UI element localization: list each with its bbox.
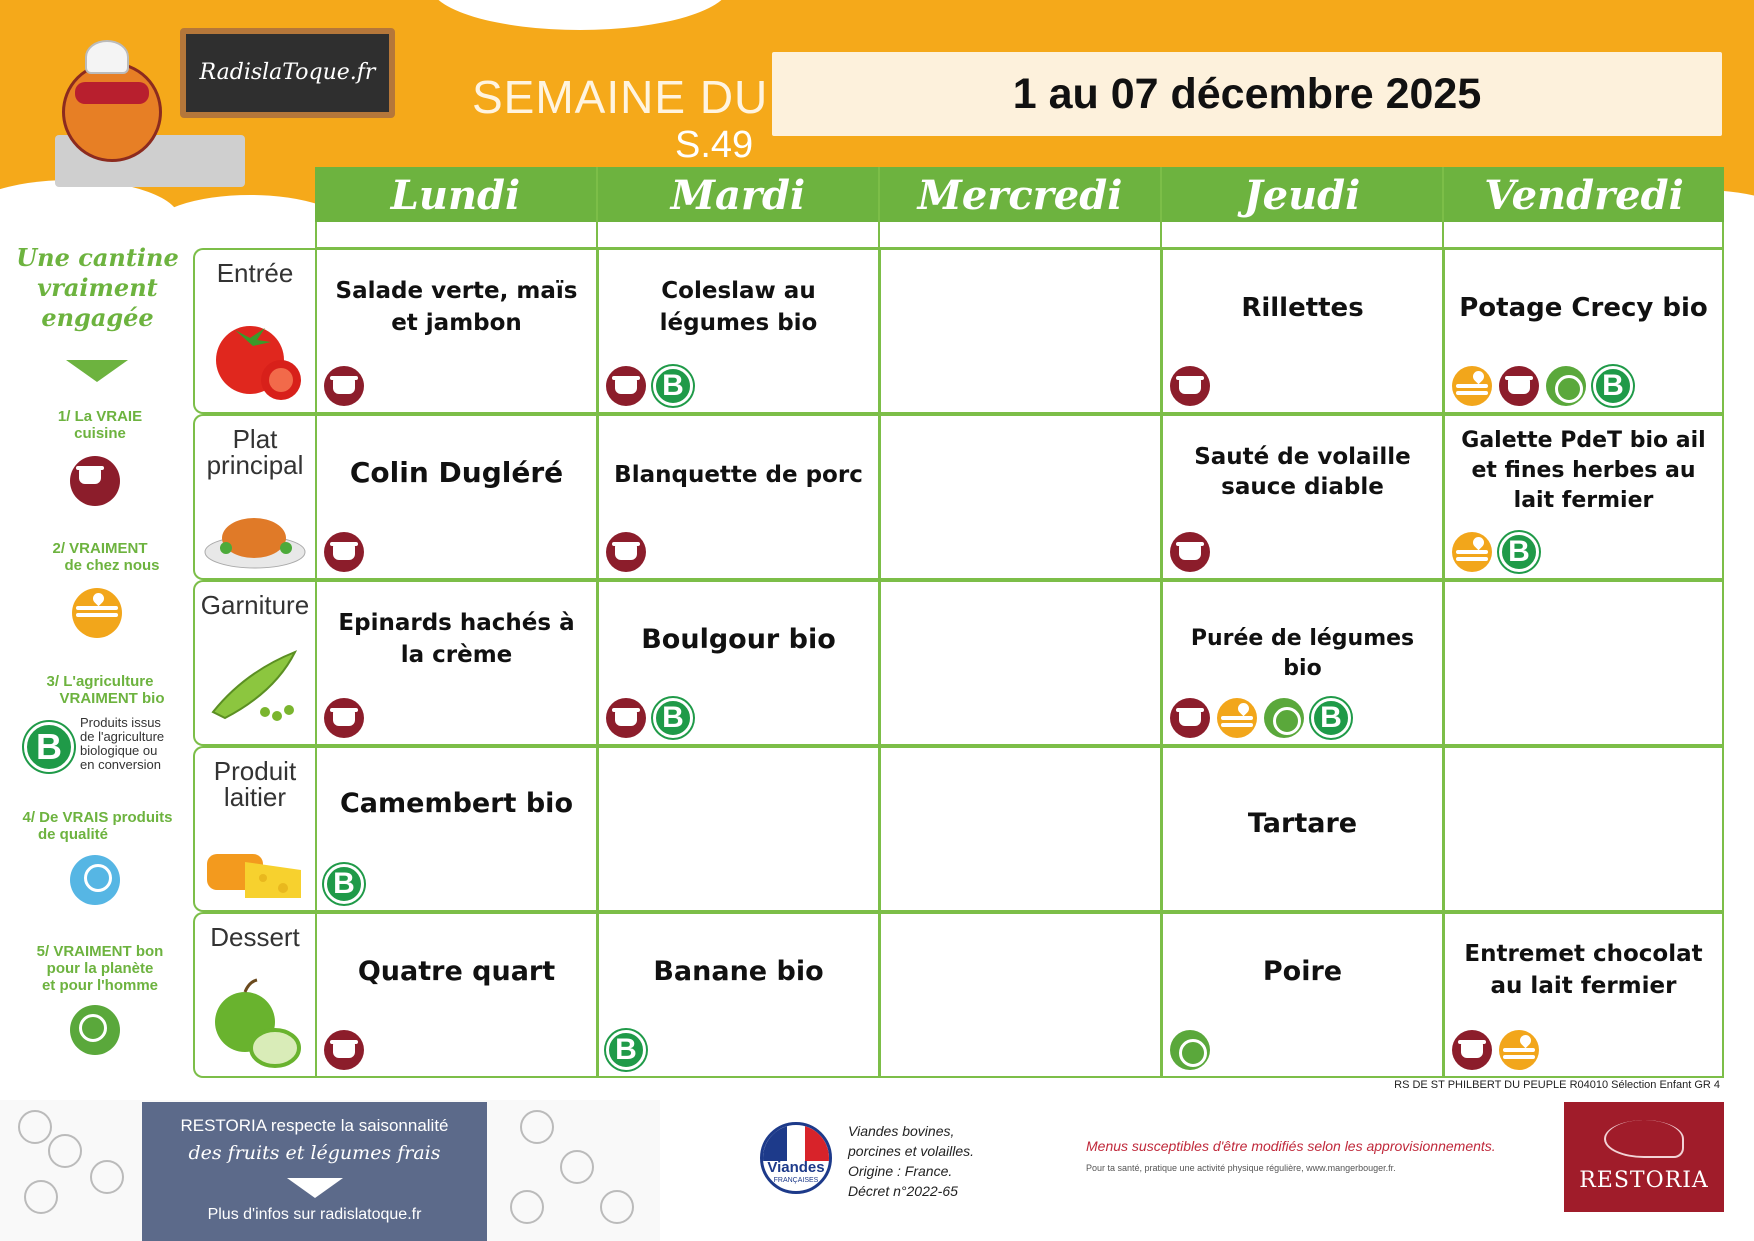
vegetable-icon	[510, 1190, 544, 1224]
badge-row	[606, 698, 693, 738]
dish-name: Colin Dugléré	[349, 456, 564, 489]
cuisine-pot-icon	[606, 698, 646, 738]
tomato-icon	[205, 308, 305, 408]
bio-note-line: biologique ou	[80, 743, 158, 758]
day-subheader-row	[315, 222, 1724, 249]
cuisine-pot-icon	[324, 698, 364, 738]
badge-row	[1170, 532, 1210, 572]
cheese-icon	[205, 844, 305, 900]
dish-name: Boulgour bio	[641, 624, 836, 655]
viandes-logo-word: Viandes	[767, 1159, 825, 1176]
day-header-lundi: Lundi	[315, 167, 596, 223]
vegetable-icon	[600, 1190, 634, 1224]
cuisine-pot-icon	[1452, 1030, 1492, 1070]
badge-row	[1170, 1030, 1210, 1070]
menu-cell-dessert-mercredi[interactable]	[879, 912, 1162, 1078]
mascot-illustration	[62, 62, 162, 162]
dish-name: Coleslaw au légumes bio	[659, 278, 818, 336]
sidebar-item-text: 5/ VRAIMENT bon	[36, 943, 164, 960]
local-farm-icon	[1217, 698, 1257, 738]
category-entree	[193, 248, 315, 414]
bio-icon: B	[653, 698, 693, 738]
dish-name: Camembert bio	[339, 788, 573, 819]
bio-icon: B	[653, 366, 693, 406]
vegetable-icon	[520, 1110, 554, 1144]
day-header-jeudi: Jeudi	[1162, 167, 1442, 223]
sidebar-item-text: 2/ VRAIMENT	[52, 540, 148, 557]
dish-name: Blanquette de porc	[614, 462, 863, 488]
sidebar-item-text: 3/ L'agriculture	[46, 673, 154, 690]
planet-icon	[70, 1005, 120, 1055]
dish-name: Rillettes	[1241, 293, 1364, 323]
sidebar-item-text: pour la planète	[46, 960, 154, 977]
sidebar-item-text: et pour l'homme	[41, 977, 159, 994]
badge-row	[1452, 366, 1633, 406]
menu-cell-entree-lundi[interactable]	[315, 248, 598, 414]
cuisine-pot-icon	[1170, 366, 1210, 406]
down-arrow-icon	[66, 360, 128, 382]
sidebar-item-text: cuisine	[74, 425, 126, 442]
category-label: Produit laitier	[213, 756, 297, 812]
menu-cell-garniture-lundi[interactable]	[315, 580, 598, 746]
cuisine-pot-icon	[324, 532, 364, 572]
bio-icon: B	[324, 864, 364, 904]
season-text: des fruits et légumes frais	[188, 1142, 441, 1164]
badge-row	[606, 532, 646, 572]
apple-icon	[205, 976, 305, 1072]
menu-cell-laitier-vendredi[interactable]	[1443, 746, 1724, 912]
menu-cell-garniture-mercredi[interactable]	[879, 580, 1162, 746]
menu-cell-dessert-mardi[interactable]	[597, 912, 880, 1078]
dish-name: Salade verte, maïs et jambon	[335, 278, 578, 336]
badge-row	[1452, 1030, 1539, 1070]
sidebar-item-text: VRAIMENT bio	[59, 690, 165, 707]
week-number: S.49	[675, 124, 754, 166]
menu-cell-plat-mercredi[interactable]	[879, 414, 1162, 580]
badge-row	[1170, 366, 1210, 406]
column-divider	[1160, 167, 1162, 249]
bio-icon: B	[1593, 366, 1633, 406]
menu-cell-plat-mardi[interactable]	[597, 414, 880, 580]
menu-cell-dessert-jeudi[interactable]	[1161, 912, 1444, 1078]
sidebar-item-text: 1/ La VRAIE	[57, 408, 143, 425]
badge-row	[606, 366, 693, 406]
dish-name: Entremet chocolat au lait fermier	[1464, 941, 1703, 999]
day-header-mardi: Mardi	[598, 167, 878, 223]
menu-cell-plat-jeudi[interactable]	[1161, 414, 1444, 580]
menu-cell-laitier-jeudi[interactable]	[1161, 746, 1444, 912]
vegetable-icon	[18, 1110, 52, 1144]
planet-icon	[1546, 366, 1586, 406]
menu-cell-entree-mercredi[interactable]	[879, 248, 1162, 414]
menus-notice: Menus susceptibles d'être modifiés selon les approvisionnements.	[1086, 1138, 1496, 1154]
cuisine-pot-icon	[70, 456, 120, 506]
sidebar-item-text: de qualité	[38, 826, 109, 843]
viandes-logo-sub: FRANÇAISES	[773, 1177, 819, 1184]
menu-cell-entree-mardi[interactable]	[597, 248, 880, 414]
planet-icon	[1264, 698, 1304, 738]
sante-notice: Pour ta santé, pratique une activité physique régulière, www.mangerbouger.fr.	[1086, 1163, 1396, 1173]
viandes-line: Viandes bovines,	[848, 1123, 955, 1139]
dish-name: Poire	[1262, 956, 1343, 987]
sidebar-item-agriculture-bio	[20, 673, 180, 707]
viandes-origin-text	[848, 1121, 974, 1201]
sidebar-item-vraie-cuisine	[20, 408, 180, 442]
restoria-logo	[1564, 1102, 1724, 1212]
menu-cell-garniture-jeudi[interactable]	[1161, 580, 1444, 746]
menu-cell-dessert-lundi[interactable]	[315, 912, 598, 1078]
category-label: Plat principal	[206, 424, 304, 480]
mascot-mask	[75, 82, 149, 104]
bio-icon: B	[606, 1030, 646, 1070]
menu-cell-entree-jeudi[interactable]	[1161, 248, 1444, 414]
sidebar-title	[15, 243, 180, 333]
category-plat-principal	[193, 414, 315, 580]
bio-icon: B	[1311, 698, 1351, 738]
cuisine-pot-icon	[606, 366, 646, 406]
quality-medal-icon	[70, 855, 120, 905]
bio-note-line: en conversion	[80, 757, 161, 772]
date-range: 1 au 07 décembre 2025	[772, 52, 1722, 136]
seasonality-banner[interactable]	[142, 1102, 487, 1241]
radislatoque-logo[interactable]	[180, 28, 395, 118]
sidebar-title-line: vraiment	[37, 273, 158, 302]
category-label: Entrée	[216, 258, 294, 288]
cuisine-pot-icon	[1170, 532, 1210, 572]
column-divider	[1442, 167, 1444, 249]
bio-note	[80, 716, 180, 772]
local-farm-icon	[1452, 366, 1492, 406]
sidebar-item-text: 4/ De VRAIS produits	[22, 809, 173, 826]
vegetable-icon	[90, 1160, 124, 1194]
bio-note-line: de l'agriculture	[80, 729, 165, 744]
dish-name: Purée de légumes bio	[1190, 626, 1415, 681]
cuisine-pot-icon	[1170, 698, 1210, 738]
column-divider	[878, 167, 880, 249]
menu-cell-garniture-mardi[interactable]	[597, 580, 880, 746]
dish-name: Tartare	[1247, 808, 1358, 839]
column-divider	[596, 167, 598, 249]
category-dessert	[193, 912, 315, 1078]
dish-name: Quatre quart	[357, 956, 556, 987]
category-produit-laitier	[193, 746, 315, 912]
sidebar-item-planete	[20, 943, 180, 994]
dish-name: Sauté de volaille sauce diable	[1194, 444, 1411, 500]
viandes-line: porcines et volailles.	[848, 1143, 975, 1159]
menu-cell-laitier-mercredi[interactable]	[879, 746, 1162, 912]
menu-cell-plat-vendredi[interactable]	[1443, 414, 1724, 580]
season-text: RESTORIA respecte la saisonnalité	[180, 1116, 449, 1135]
logo-text: RadislaToque.fr	[199, 60, 376, 85]
sidebar-item-text: de chez nous	[64, 557, 160, 574]
menu-cell-entree-vendredi[interactable]	[1443, 248, 1724, 414]
badge-row	[1170, 698, 1351, 738]
vegetable-icon	[24, 1180, 58, 1214]
restoria-logo-word: RESTORIA	[1579, 1168, 1709, 1193]
badge-row	[324, 366, 364, 406]
vegetable-icon	[560, 1150, 594, 1184]
cuisine-pot-icon	[606, 532, 646, 572]
more-info-link[interactable]: Plus d'infos sur radislatoque.fr	[207, 1206, 422, 1223]
viandes-line: Décret n°2022-65	[848, 1183, 958, 1199]
peas-icon	[205, 642, 305, 728]
menu-cell-garniture-vendredi[interactable]	[1443, 580, 1724, 746]
down-arrow-icon	[287, 1178, 343, 1198]
viandes-line: Origine : France.	[848, 1163, 953, 1179]
sidebar-title-line: engagée	[41, 303, 154, 332]
dish-name: Potage Crecy bio	[1459, 293, 1708, 323]
menu-cell-plat-lundi[interactable]	[315, 414, 598, 580]
semaine-label: SEMAINE DU	[472, 71, 769, 123]
category-label: Garniture	[200, 590, 310, 620]
local-farm-icon	[1452, 532, 1492, 572]
restoria-swirl-icon	[1604, 1120, 1684, 1158]
dish-name: Banane bio	[653, 956, 824, 987]
dish-name: Galette PdeT bio ail et fines herbes au lait fermier	[1461, 428, 1706, 513]
menu-caption: RS DE ST PHILBERT DU PEUPLE R04010 Sélection Enfant GR 4	[1394, 1079, 1720, 1091]
vegetable-icon	[48, 1134, 82, 1168]
bio-icon: B	[1499, 532, 1539, 572]
planet-icon	[1170, 1030, 1210, 1070]
sidebar-item-produits-qualite	[10, 809, 185, 843]
viandes-francaises-logo	[760, 1122, 832, 1194]
cuisine-pot-icon	[324, 1030, 364, 1070]
sidebar-title-line: Une cantine	[16, 243, 179, 272]
day-header-mercredi: Mercredi	[880, 167, 1160, 223]
badge-row	[324, 864, 364, 904]
roast-chicken-icon	[202, 508, 308, 572]
badge-row	[324, 1030, 364, 1070]
menu-cell-dessert-vendredi[interactable]	[1443, 912, 1724, 1078]
menu-cell-laitier-lundi[interactable]	[315, 746, 598, 912]
menu-cell-laitier-mardi[interactable]	[597, 746, 880, 912]
category-label: Dessert	[210, 922, 300, 952]
local-farm-icon	[1499, 1030, 1539, 1070]
day-header-vendredi: Vendredi	[1444, 167, 1724, 223]
category-garniture	[193, 580, 315, 746]
local-farm-icon	[72, 588, 122, 638]
dish-name: Epinards hachés à la crème	[338, 610, 575, 668]
cuisine-pot-icon	[324, 366, 364, 406]
bio-note-line: Produits issus	[80, 715, 161, 730]
badge-row	[606, 1030, 646, 1070]
sidebar-item-de-chez-nous	[20, 540, 180, 574]
badge-row	[324, 698, 364, 738]
badge-row	[1452, 532, 1539, 572]
chef-hat-icon	[85, 40, 129, 74]
badge-row	[324, 532, 364, 572]
flag-blue	[763, 1125, 787, 1161]
cuisine-pot-icon	[1499, 366, 1539, 406]
flag-red	[805, 1125, 829, 1161]
bio-icon: B	[24, 722, 74, 772]
